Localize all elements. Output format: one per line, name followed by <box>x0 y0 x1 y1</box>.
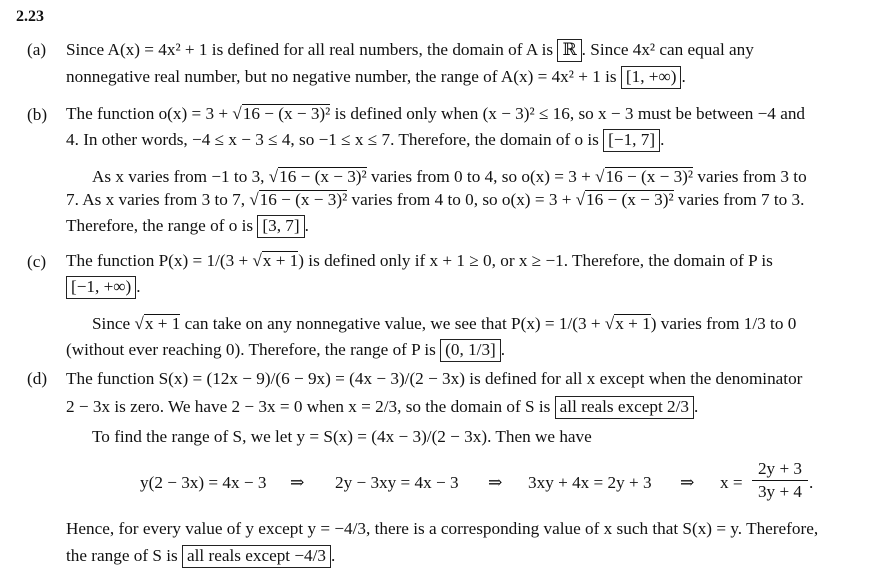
radicand: 16 − (x − 3)² <box>605 167 694 186</box>
equation-4-lhs: x = <box>720 473 743 492</box>
part-b-text: varies from 0 to 4, so o(x) = 3 + <box>370 167 591 186</box>
part-d-domain-answer: all reals except 2/3 <box>555 396 694 419</box>
fraction-bar <box>752 480 808 481</box>
part-c-text: Since <box>92 314 131 333</box>
part-d-text: 2 − 3x is zero. We have 2 − 3x = 0 when x = 2/3, so the domain of S is <box>66 397 551 416</box>
equation-2: 2y − 3xy = 4x − 3 <box>335 473 459 492</box>
sqrt-symbol: √ <box>232 104 242 123</box>
part-b-label: (b) <box>27 105 48 124</box>
part-d-text: . <box>694 397 699 416</box>
part-c-text: can take on any nonnegative value, we see that P(x) = 1/(3 + <box>184 314 601 333</box>
part-d-line-1: The function S(x) = (12x − 9)/(6 − 9x) = (4x − 3)/(2 − 3x) is defined for all x except when the denominator <box>66 369 803 388</box>
part-c-line-4 <box>66 339 505 362</box>
part-c-range-answer: (0, 1/3] <box>440 339 501 362</box>
sqrt-symbol: √ <box>268 167 279 186</box>
part-c-text: (without ever reaching 0). Therefore, the range of P is <box>66 340 436 359</box>
part-c-text: ) varies from 1/3 to 0 <box>650 314 797 333</box>
part-d-line-2 <box>66 396 698 419</box>
part-a-text: . <box>681 67 686 86</box>
part-d-line-5: Hence, for every value of y except y = −4/3, there is a corresponding value of x such that S(x) = y. Therefore, <box>66 519 819 538</box>
part-b-text: The function o(x) = 3 + <box>66 104 229 123</box>
equation-3: 3xy + 4x = 2y + 3 <box>528 473 652 492</box>
part-d-line-6 <box>66 545 335 568</box>
part-b-text: varies from 3 to <box>697 167 807 186</box>
equation-1: y(2 − 3x) = 4x − 3 <box>140 473 267 492</box>
radicand: x + 1 <box>262 251 299 270</box>
part-a-label: (a) <box>27 40 47 59</box>
radicand: x + 1 <box>615 314 651 333</box>
part-a-line-1 <box>66 39 754 62</box>
part-c-label: (c) <box>27 252 47 271</box>
part-b-text: 7. As x varies from 3 to 7, <box>66 190 246 209</box>
part-b-text: As x varies from −1 to 3, <box>92 167 265 186</box>
sqrt-symbol: √ <box>252 251 262 270</box>
part-a-text: nonnegative real number, but no negative number, the range of A(x) = 4x² + 1 is <box>66 67 617 86</box>
part-c-text: . <box>136 277 141 296</box>
part-b-text: . <box>660 130 665 149</box>
implies-arrow-2: ⇒ <box>488 473 503 492</box>
radicand: x + 1 <box>144 314 181 333</box>
radicand: 16 − (x − 3)² <box>279 167 367 186</box>
part-c-line-2 <box>66 276 141 299</box>
implies-arrow-3: ⇒ <box>680 473 695 492</box>
part-a-domain-answer: ℝ <box>557 39 581 62</box>
implies-arrow-1: ⇒ <box>290 473 305 492</box>
part-a-text: . Since 4x² can equal any <box>581 40 754 59</box>
radicand: 16 − (x − 3)² <box>259 190 348 209</box>
part-a-text: Since A(x) = 4x² + 1 is defined for all real numbers, the domain of A is <box>66 40 554 59</box>
sqrt-symbol: √ <box>575 190 586 209</box>
part-b-line-1 <box>66 104 805 122</box>
problem-number: 2.23 <box>16 8 44 25</box>
radicand: 16 − (x − 3)² <box>242 104 331 123</box>
part-d-range-answer: all reals except −4/3 <box>182 545 331 568</box>
part-d-line-3: To find the range of S, we let y = S(x) = (4x − 3)/(2 − 3x). Then we have <box>92 427 592 446</box>
part-b-text: 4. In other words, −4 ≤ x − 3 ≤ 4, so −1 ≤ x ≤ 7. Therefore, the domain of o is <box>66 130 599 149</box>
part-c-text: The function P(x) = 1/(3 + <box>66 251 249 270</box>
part-b-text: is defined only when (x − 3)² ≤ 16, so x − 3 must be between −4 and <box>334 104 806 123</box>
part-c-line-3 <box>92 314 796 332</box>
part-d-text: the range of S is <box>66 546 178 565</box>
part-c-text: . <box>500 340 506 359</box>
part-d-text: . <box>331 546 336 565</box>
part-b-line-3 <box>92 167 807 185</box>
part-b-text: varies from 4 to 0, so o(x) = 3 + <box>351 190 572 209</box>
part-c-domain-answer: [−1, +∞) <box>66 276 136 299</box>
equation-4-fraction <box>752 460 808 501</box>
sqrt-symbol: √ <box>249 190 259 209</box>
part-a-range-answer: [1, +∞) <box>621 66 682 89</box>
part-b-range-answer: [3, 7] <box>257 215 304 238</box>
part-b-line-2 <box>66 129 664 152</box>
part-a-line-2 <box>66 66 686 89</box>
part-c-text: ) is defined only if x + 1 ≥ 0, or x ≥ −1. Therefore, the domain of P is <box>298 251 773 270</box>
fraction-numerator: 2y + 3 <box>757 459 803 478</box>
part-b-text: . <box>304 216 309 235</box>
part-b-text: Therefore, the range of o is <box>66 216 254 235</box>
part-b-text: varies from 7 to 3. <box>677 190 805 209</box>
radicand: 16 − (x − 3)² <box>586 190 674 209</box>
part-b-line-4 <box>66 190 804 208</box>
equation-4-end: . <box>809 473 814 492</box>
fraction-denominator: 3y + 4 <box>757 482 803 502</box>
sqrt-symbol: √ <box>595 167 605 186</box>
sqrt-symbol: √ <box>134 314 144 333</box>
part-b-line-5 <box>66 215 309 238</box>
part-d-label: (d) <box>27 369 48 388</box>
part-c-line-1 <box>66 251 773 269</box>
part-b-domain-answer: [−1, 7] <box>603 129 660 152</box>
sqrt-symbol: √ <box>604 314 615 333</box>
